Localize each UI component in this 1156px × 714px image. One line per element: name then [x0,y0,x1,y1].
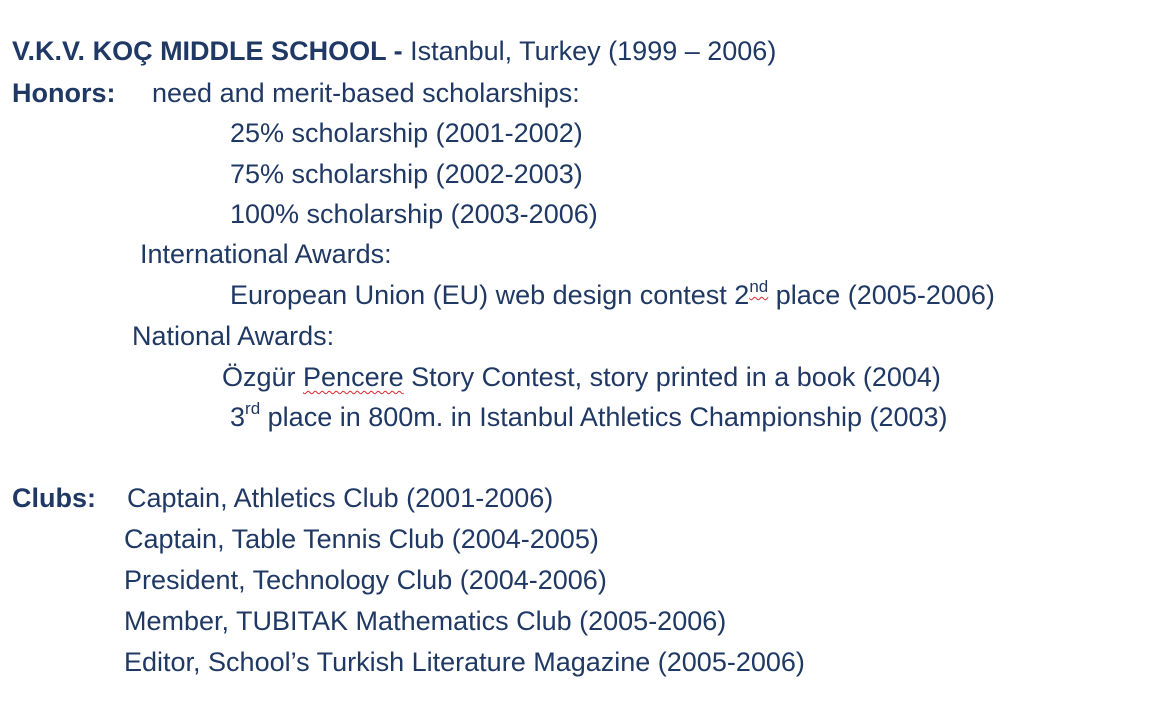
award-text: European Union (EU) web design contest 2 [230,280,750,310]
club-item: Captain, Athletics Club (2001-2006) [127,483,554,513]
national-awards-heading: National Awards: [132,321,335,351]
award-text: 3 [230,402,246,432]
international-award-item [230,278,995,312]
scholarship-item: 75% scholarship (2002-2003) [230,159,583,189]
ordinal-suffix: rd [245,399,261,418]
club-item: President, Technology Club (2004-2006) [124,565,607,595]
award-text: Özgür [222,362,304,392]
club-item: Editor, School’s Turkish Literature Magazine (2005-2006) [124,647,805,677]
club-item: Member, TUBITAK Mathematics Club (2005-2006) [124,606,727,636]
award-text-tail: place in 800m. in Istanbul Athletics Championship (2003) [260,402,948,432]
clubs-label: Clubs: [12,483,96,513]
ordinal-suffix: nd [749,277,769,296]
award-text-tail: place (2005-2006) [768,280,995,310]
honors-intro: need and merit-based scholarships: [152,78,580,108]
award-text-tail: Story Contest, story printed in a book (2004) [403,362,941,392]
school-heading [12,34,776,68]
scholarship-item: 25% scholarship (2001-2002) [230,118,583,148]
international-awards-heading: International Awards: [140,239,392,269]
scholarship-item: 100% scholarship (2003-2006) [230,199,598,229]
national-award-item [222,360,941,394]
national-award-item [230,400,948,434]
honors-label: Honors: [12,78,116,108]
school-name: V.K.V. KOÇ MIDDLE SCHOOL - [12,36,403,66]
spellcheck-word: Pencere [303,362,404,392]
school-location: Istanbul, Turkey (1999 – 2006) [402,36,777,66]
club-item: Captain, Table Tennis Club (2004-2005) [124,524,599,554]
